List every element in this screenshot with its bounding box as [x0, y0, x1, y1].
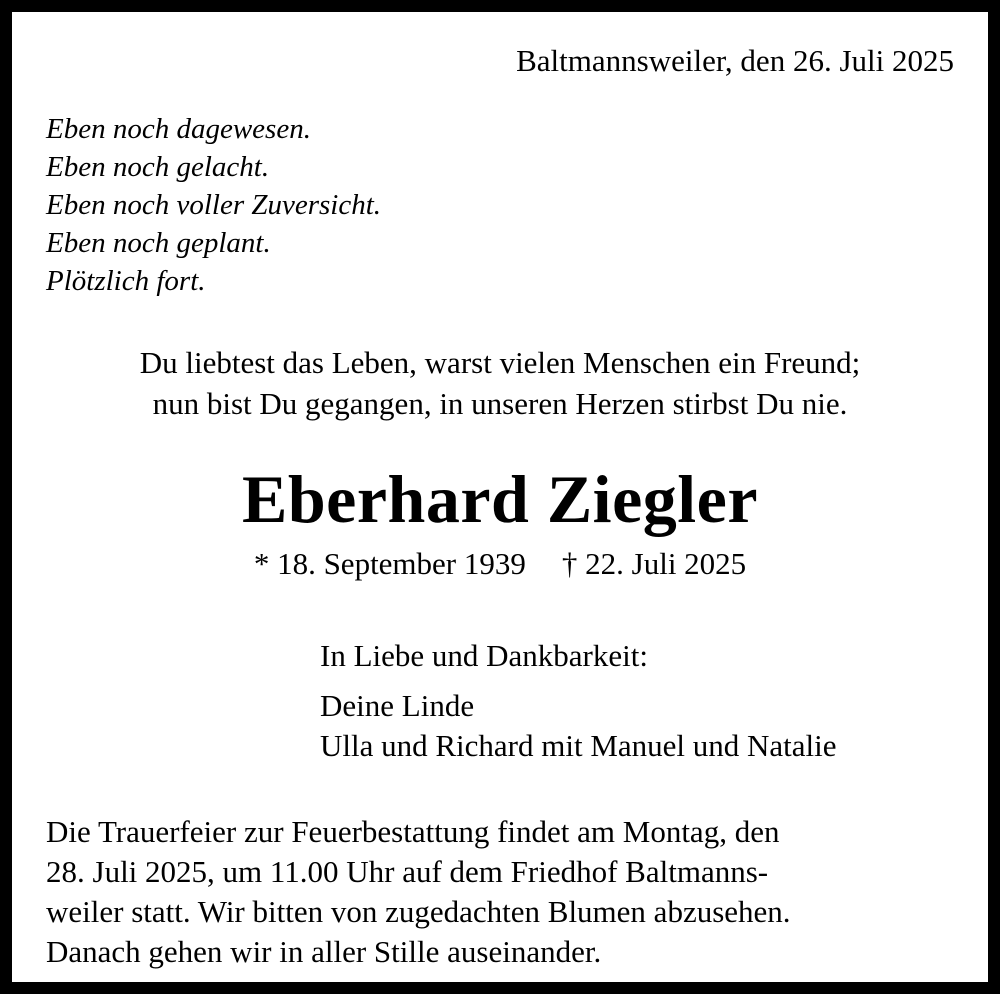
birth-date: * 18. September 1939 [253, 546, 526, 581]
death-date: † 22. Juli 2025 [561, 546, 747, 581]
dateline: Baltmannsweiler, den 26. Juli 2025 [516, 43, 954, 78]
funeral-info-line: weiler statt. Wir bitten von zugedachten Blumen abzusehen. [46, 894, 791, 929]
funeral-info [46, 812, 958, 972]
quote-line: Du liebtest das Leben, warst vielen Menschen ein Freund; [139, 345, 861, 380]
signers-heading: In Liebe und Dankbarkeit: [320, 638, 648, 673]
poem [46, 110, 381, 300]
poem-line: Plötzlich fort. [46, 265, 206, 297]
funeral-info-line: Die Trauerfeier zur Feuerbestattung findet am Montag, den [46, 814, 780, 849]
poem-line: Eben noch geplant. [46, 227, 271, 259]
life-dates [12, 544, 988, 584]
poem-line: Eben noch dagewesen. [46, 113, 311, 145]
signer-name: Deine Linde [320, 688, 475, 723]
funeral-info-line: 28. Juli 2025, um 11.00 Uhr auf dem Friedhof Baltmanns- [46, 854, 769, 889]
signer-name: Ulla und Richard mit Manuel und Natalie [320, 728, 837, 763]
funeral-info-line: Danach gehen wir in aller Stille auseinander. [46, 934, 602, 969]
memorial-quote [12, 342, 988, 424]
obituary-notice [12, 12, 988, 982]
quote-line: nun bist Du gegangen, in unseren Herzen stirbst Du nie. [152, 386, 848, 421]
poem-line: Eben noch voller Zuversicht. [46, 189, 382, 221]
signers-block [320, 636, 837, 766]
deceased-name: Eberhard Ziegler [241, 461, 759, 537]
poem-line: Eben noch gelacht. [46, 151, 270, 183]
